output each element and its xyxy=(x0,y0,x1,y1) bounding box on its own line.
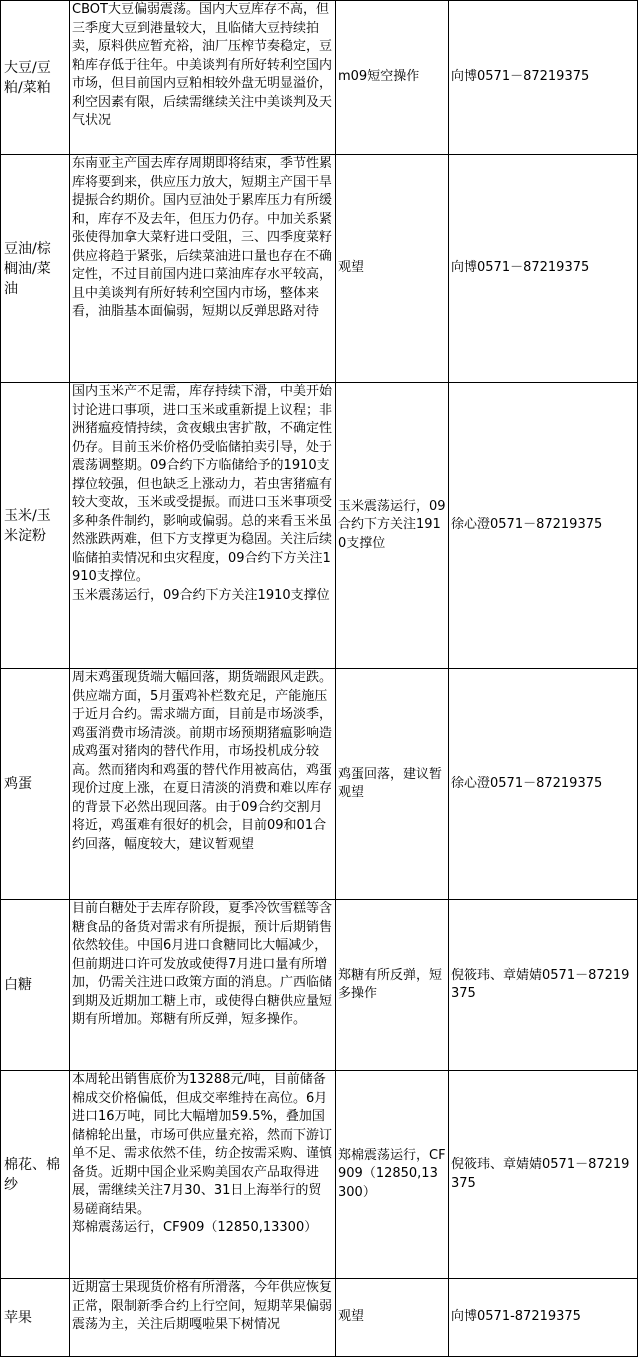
contact-cell: 倪筱玮、章婧婧0571－87219375 xyxy=(449,1071,638,1279)
contact-cell: 徐心澄0571－87219375 xyxy=(449,383,638,669)
strategy-cell: 郑糖有所反弹，短多操作 xyxy=(336,900,449,1071)
table-row xyxy=(1,1279,638,1357)
analysis-cell: 目前白糖处于去库存阶段，夏季冷饮雪糕等含糖食品的备货对需求有所提振，预计后期销售依然较佳。中国6月进口食糖同比大幅减少，但前期进口许可发放或使得7月进口量有所增加，仍需关注进口政策方面的消息。广西临储到期及近期加工糖上市，或使得白糖供应量短期有所增加。郑糖有所反弹，短多操作。 xyxy=(70,900,336,1071)
analysis-cell: CBOT大豆偏弱震荡。国内大豆库存不高，但三季度大豆到港量较大，且临储大豆持续拍卖，原料供应暂充裕，油厂压榨节奏稳定，豆粕库存低于往年。中美谈判有所好转利空国内市场，但目前国内豆粕相较外盘无明显溢价，利空因素有限，后续需继续关注中美谈判及天气状况 xyxy=(70,1,336,155)
strategy-cell: 观望 xyxy=(336,155,449,383)
strategy-cell: 鸡蛋回落，建议暂观望 xyxy=(336,669,449,900)
contact-cell: 倪筱玮、章婧婧0571－87219375 xyxy=(449,900,638,1071)
analysis-cell: 周末鸡蛋现货端大幅回落，期货端跟风走跌。供应端方面，5月蛋鸡补栏数充足，产能施压于近月合约。需求端方面，目前是市场淡季，鸡蛋消费市场清淡。前期市场预期猪瘟影响造成鸡蛋对猪肉的替代作用，市场投机成分较高。然而猪肉和鸡蛋的替代作用被高估，鸡蛋现价过度上涨，在夏日清淡的消费和难以库存的背景下必然出现回落。由于09合约交割月将近，鸡蛋难有很好的机会，目前09和01合约回落，幅度较大，建议暂观望 xyxy=(70,669,336,900)
product-cell: 大豆/豆 粕/菜粕 xyxy=(1,1,70,155)
analysis-cell: 国内玉米产不足需，库存持续下滑，中美开始讨论进口事项，进口玉米或重新提上议程；非洲猪瘟疫情持续，贪夜蛾虫害扩散，不确定性仍存。目前玉米价格仍受临储拍卖引导，处于震荡调整期。09合约下方临储给予的1910支撑位较强，但也缺乏上涨动力，若虫害猪瘟有较大变故，玉米或受提振。而进口玉米事项受多种条件制约，影响或偏弱。总的来看玉米虽然涨跌两难，但下方支撑更为稳固。关注后续临储拍卖情况和虫灾程度，09合约下方关注1910支撑位。 玉米震荡运行，09合约下方关注1910支撑位 xyxy=(70,383,336,669)
strategy-cell: 玉米震荡运行，09合约下方关注1910支撑位 xyxy=(336,383,449,669)
contact-cell: 向博0571－87219375 xyxy=(449,1,638,155)
contact-cell: 徐心澄0571－87219375 xyxy=(449,669,638,900)
product-cell: 玉米/玉 米淀粉 xyxy=(1,383,70,669)
product-cell: 白糖 xyxy=(1,900,70,1071)
strategy-cell: 观望 xyxy=(336,1279,449,1357)
table-row xyxy=(1,1,638,155)
table-row xyxy=(1,900,638,1071)
product-cell: 豆油/棕 榈油/菜 油 xyxy=(1,155,70,383)
analysis-cell: 东南亚主产国去库存周期即将结束，季节性累库将要到来，供应压力放大，短期主产国干旱提振合约期价。国内豆油处于累库压力有所缓和，库存不及去年，但压力仍存。中加关系紧张使得加拿大菜籽进口受阻，三、四季度菜籽供应将趋于紧张，后续菜油进口量也存在不确定性，不过目前国内进口菜油库存水平较高，且中美谈判有所好转利空国内市场，整体来看，油脂基本面偏弱，短期以反弹思路对待 xyxy=(70,155,336,383)
product-cell: 苹果 xyxy=(1,1279,70,1357)
strategy-cell: m09短空操作 xyxy=(336,1,449,155)
product-cell: 棉花、棉 纱 xyxy=(1,1071,70,1279)
contact-cell: 向博0571－87219375 xyxy=(449,155,638,383)
table-row xyxy=(1,155,638,383)
table-row xyxy=(1,383,638,669)
table-row xyxy=(1,669,638,900)
analysis-cell: 近期富士果现货价格有所滑落，今年供应恢复正常，限制新季合约上行空间，短期苹果偏弱震荡为主，关注后期嘎啦果下树情况 xyxy=(70,1279,336,1357)
table-row xyxy=(1,1071,638,1279)
strategy-cell: 郑棉震荡运行，CF909（12850,13300） xyxy=(336,1071,449,1279)
contact-cell: 向博0571-87219375 xyxy=(449,1279,638,1357)
product-cell: 鸡蛋 xyxy=(1,669,70,900)
analysis-cell: 本周轮出销售底价为13288元/吨，目前储备棉成交价格偏低，但成交率维持在高位。6月进口16万吨，同比大幅增加59.5%，叠加国储棉轮出量，市场可供应量充裕，然而下游订单不足、需求依然不佳，纺企按需采购、谨慎备货。近期中国企业采购美国农产品取得进展，需继续关注7月30、31日上海举行的贸易磋商结果。 郑棉震荡运行，CF909（12850,13300） xyxy=(70,1071,336,1279)
